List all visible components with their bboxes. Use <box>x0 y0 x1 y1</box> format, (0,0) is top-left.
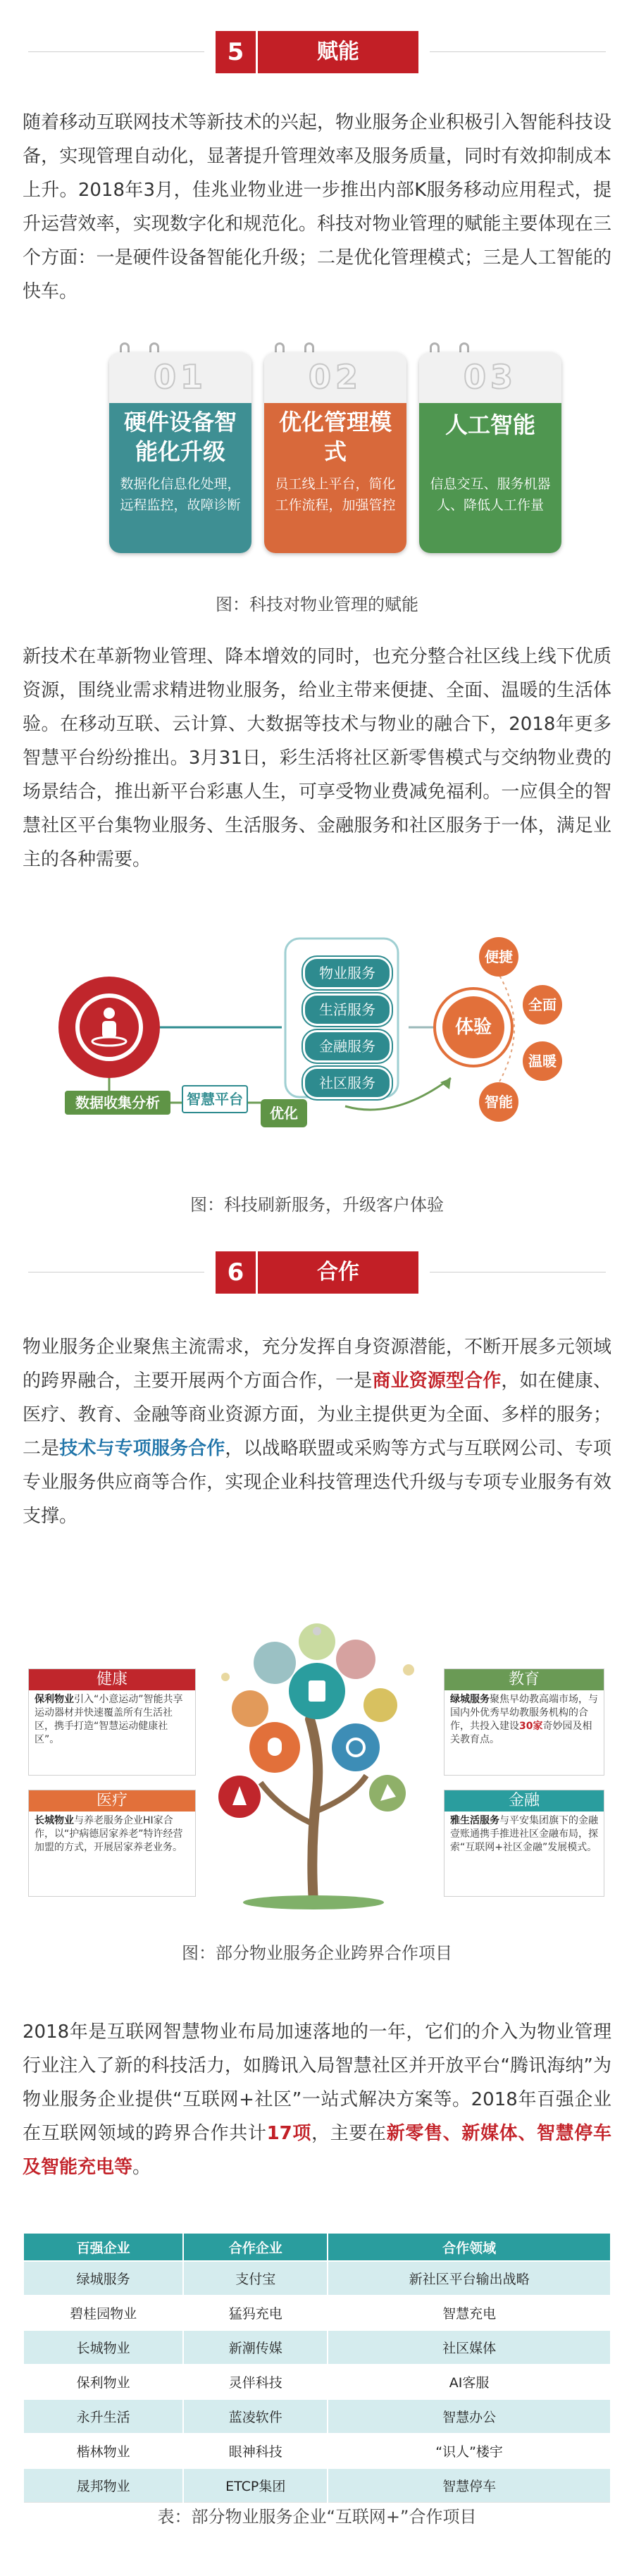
card-desc: 信息交互、服务机器人、降低人工作量 <box>430 476 551 513</box>
table-cell: “识人”楼宇 <box>328 2434 611 2468</box>
partner-head: 教育 <box>445 1669 604 1690</box>
highlight-tech: 技术与专项服务合作 <box>59 1438 225 1459</box>
highlight-fields: 新零售、新媒体、智慧停车及智能充电等 <box>23 2123 611 2178</box>
partner-head: 健康 <box>29 1669 195 1690</box>
partner-finance <box>444 1790 604 1897</box>
table-cell: 新潮传媒 <box>183 2330 328 2365</box>
caption-4: 表：部分物业服务企业“互联网+”合作项目 <box>157 2507 477 2527</box>
table-row <box>23 2399 611 2434</box>
card-desc: 数据化信息化处理，远程监控，故障诊断 <box>120 476 241 513</box>
table-row <box>23 2330 611 2365</box>
partner-company: 绿城服务 <box>450 1694 490 1705</box>
table-cell: 新社区平台输出战略 <box>328 2261 611 2296</box>
table-row <box>23 2261 611 2296</box>
partner-company: 保利物业 <box>35 1694 74 1705</box>
service-pill-property: 物业服务 <box>303 957 392 989</box>
service-pill-community: 社区服务 <box>303 1067 392 1099</box>
card-number: 01 <box>153 358 207 396</box>
data-analysis-label: 数据收集分析 <box>65 1091 170 1115</box>
card-number: 02 <box>308 358 362 396</box>
section-title: 合作 <box>317 1260 359 1284</box>
service-pill-finance: 金融服务 <box>303 1030 392 1063</box>
table-cell: 智慧充电 <box>328 2296 611 2330</box>
table-row <box>23 2434 611 2468</box>
service-pill-life: 生活服务 <box>303 993 392 1026</box>
section-number: 6 <box>216 1251 258 1294</box>
table-cell: 智慧停车 <box>328 2468 611 2503</box>
table-cell: 晟邦物业 <box>23 2468 183 2503</box>
partner-desc: 引入“小意运动”智能共享运动器材并快速覆盖所有生活社区，携手打造“智慧运动健康社区”。 <box>35 1694 183 1745</box>
card-title: 人工智能 <box>445 411 535 438</box>
table-cell: 绿城服务 <box>23 2261 183 2296</box>
table-header: 百强企业 <box>23 2233 183 2261</box>
partner-highlight: 30家 <box>519 1721 543 1732</box>
table-cell: 支付宝 <box>183 2261 328 2296</box>
partner-health <box>28 1668 196 1776</box>
divider-right <box>430 51 606 52</box>
partner-tree <box>176 1614 458 1909</box>
partner-desc: 与平安集团旗下的金融壹账通携手推进社区金融布局，探索“互联网+社区金融”发展模式。 <box>450 1815 598 1853</box>
benefit-convenient: 便捷 <box>479 937 518 977</box>
table-cell: 楷林物业 <box>23 2434 183 2468</box>
benefit-smart: 智能 <box>479 1082 518 1122</box>
caption-2: 图：科技刷新服务，升级客户体验 <box>190 1195 444 1215</box>
card-title: 优化管理模式 <box>278 409 392 465</box>
caption-1: 图：科技对物业管理的赋能 <box>216 595 418 614</box>
table-cell: 蓝凌软件 <box>183 2399 328 2434</box>
platform-label: 智慧平台 <box>182 1085 248 1113</box>
partner-desc: 聚焦早幼教高端市场，与国内外优秀早幼教服务机构的合作，共投入建设 <box>450 1694 598 1732</box>
partner-company: 雅生活服务 <box>450 1815 499 1826</box>
caption-3: 图：部分物业服务企业跨界合作项目 <box>182 1943 452 1963</box>
benefit-comprehensive: 全面 <box>523 985 562 1024</box>
partner-desc-tail: 奇妙园及相关教育点。 <box>450 1721 592 1745</box>
section-5-header <box>0 28 634 76</box>
section-number: 5 <box>216 31 258 73</box>
partner-head: 金融 <box>445 1790 604 1812</box>
cooperation-table <box>23 2232 611 2503</box>
table-row <box>23 2296 611 2330</box>
section-title: 赋能 <box>317 39 359 64</box>
partner-medical <box>28 1790 196 1897</box>
card-management <box>264 352 406 553</box>
paragraph-4: 2018年是互联网智慧物业布局加速落地的一年，它们的介入为物业管理行业注入了新的科技活力，如腾讯入局智慧社区并开放平台“腾讯海纳”为物业服务企业提供“互联网+社区”一站式解决方案等。2018年百强企业在互联网领域的跨界合作共计17项，主要在新零售、新媒体、智慧停车及智能充电等。 <box>23 2021 611 2178</box>
table-cell: 猛犸充电 <box>183 2296 328 2330</box>
partner-education <box>444 1668 604 1776</box>
table-cell: 永升生活 <box>23 2399 183 2434</box>
divider-left <box>28 51 204 52</box>
card-title: 硬件设备智能化升级 <box>123 409 237 465</box>
optimize-label: 优化 <box>261 1099 307 1127</box>
experience-label: 体验 <box>454 1017 492 1038</box>
table-cell: 智慧办公 <box>328 2399 611 2434</box>
table-cell: AI客服 <box>328 2365 611 2399</box>
partner-desc: 与养老服务企业HI家合作，以“护病德居家养老”特许经营加盟的方式，开展居家养老业务。 <box>35 1815 183 1853</box>
table-cell: 社区媒体 <box>328 2330 611 2365</box>
card-ai <box>419 352 561 553</box>
table-cell: 灵伴科技 <box>183 2365 328 2399</box>
table-row <box>23 2365 611 2399</box>
card-number: 03 <box>463 358 517 396</box>
highlight-count: 17项 <box>266 2123 312 2144</box>
table-cell: 长城物业 <box>23 2330 183 2365</box>
paragraph-1: 随着移动互联网技术等新技术的兴起，物业服务企业积极引入智能科技设备，实现管理自动化，显著提升管理效率及服务质量，同时有效抑制成本上升。2018年3月，佳兆业物业进一步推出内部K服务移动应用程式，提升运营效率，实现数字化和规范化。科技对物业管理的赋能主要体现在三个方面：一是硬件设备智能化升级；二是优化管理模式；三是人工智能的快车。 <box>23 112 611 302</box>
table-row <box>23 2468 611 2503</box>
highlight-commercial: 商业资源型合作 <box>372 1370 502 1392</box>
benefit-warm: 温暖 <box>523 1041 562 1081</box>
card-hardware <box>109 352 251 553</box>
table-cell: 保利物业 <box>23 2365 183 2399</box>
table-cell: ETCP集团 <box>183 2468 328 2503</box>
card-desc: 员工线上平台，简化工作流程，加强管控 <box>275 476 396 513</box>
paragraph-2: 新技术在革新物业管理、降本增效的同时，也充分整合社区线上线下优质资源，围绕业需求精进物业服务，给业主带来便捷、全面、温暖的生活体验。在移动互联、云计算、大数据等技术与物业的融合下，2018年更多智慧平台纷纷推出。3月31日，彩生活将社区新零售模式与交纳物业费的场景结合，推出新平台彩惠人生，可享受物业费减免福利。一应俱全的智慧社区平台集物业服务、生活服务、金融服务和社区服务于一体，满足业主的各种需要。 <box>23 646 611 870</box>
paragraph-3: 物业服务企业聚焦主流需求，充分发挥自身资源潜能，不断开展多元领域的跨界融合，主要开展两个方面合作，一是商业资源型合作，如在健康、医疗、教育、金融等商业资源方面，为业主提供更为全面、多样的服务；二是技术与专项服务合作，以战略联盟或采购等方式与互联网公司、专项专业服务供应商等合作，实现企业科技管理迭代升级与专项专业服务有效支撑。 <box>23 1337 611 1527</box>
table-cell: 眼神科技 <box>183 2434 328 2468</box>
partner-company: 长城物业 <box>35 1815 74 1826</box>
table-header: 合作领域 <box>328 2233 611 2261</box>
partner-head: 医疗 <box>29 1790 195 1812</box>
table-cell: 碧桂园物业 <box>23 2296 183 2330</box>
table-header: 合作企业 <box>183 2233 328 2261</box>
section-6-header <box>0 1249 634 1296</box>
